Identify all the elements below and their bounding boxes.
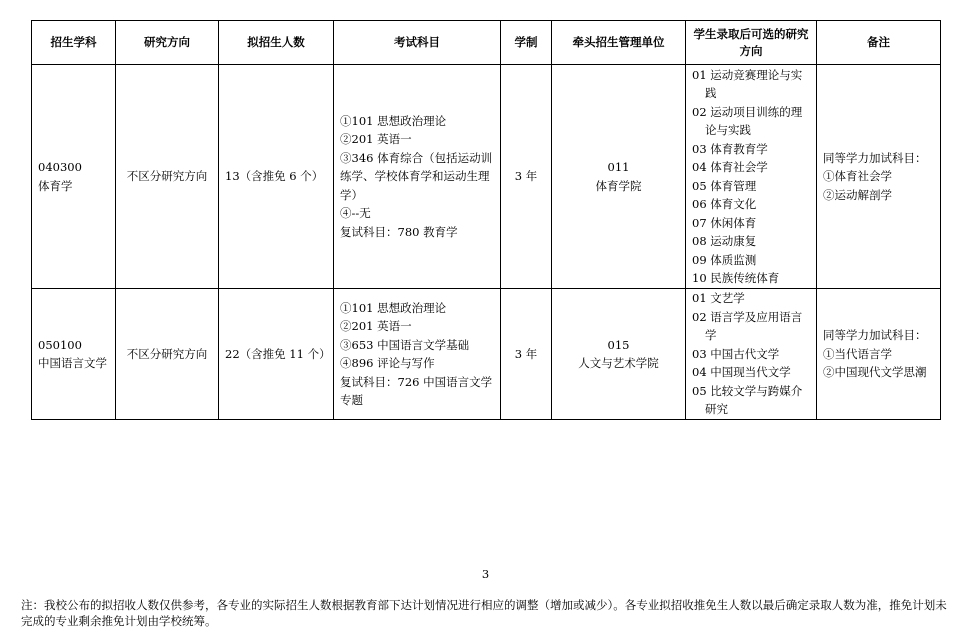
direction-item: 04 体育社会学 — [692, 160, 768, 174]
discipline-cell — [32, 65, 116, 289]
duration-cell: 3 年 — [501, 65, 552, 289]
notes-item: ①体育社会学 — [823, 169, 892, 184]
exam-item: ③346 体育综合（包括运动训练学、学校体育学和运动生理学） — [340, 150, 493, 202]
direction-cell: 不区分研究方向 — [116, 289, 219, 420]
direction-item: 10 民族传统体育 — [692, 271, 780, 285]
notes-heading: 同等学力加试科目： — [823, 150, 927, 165]
direction-item: 04 中国现当代文学 — [692, 365, 791, 380]
notes-item: ②中国现代文学思潮 — [823, 365, 927, 380]
direction-item: 09 体质监测 — [692, 252, 757, 267]
page-number: 3 — [481, 567, 490, 581]
discipline-code: 050100 — [38, 337, 82, 352]
direction-item: 08 运动康复 — [692, 234, 757, 248]
unit-code: 015 — [607, 337, 630, 352]
direction-item: 03 中国古代文学 — [692, 346, 780, 361]
unit-code: 011 — [607, 160, 630, 174]
direction-item: 03 体育教育学 — [692, 141, 768, 156]
table-row — [32, 65, 941, 289]
header-cell-exams: 考试科目 — [334, 21, 501, 65]
direction-item: 05 比较文学与跨媒介研究 — [692, 383, 803, 417]
direction-cell: 不区分研究方向 — [116, 65, 219, 289]
admissions-table — [31, 20, 941, 420]
notes-item: ②运动解剖学 — [823, 187, 892, 202]
discipline-cell — [32, 289, 116, 420]
header-cell-notes: 备注 — [817, 21, 941, 65]
exam-item: ②201 英语一 — [340, 132, 412, 147]
header-row — [32, 21, 941, 65]
discipline-name: 体育学 — [38, 178, 73, 193]
selectable-directions-cell — [686, 65, 817, 289]
direction-item: 07 休闲体育 — [692, 215, 757, 230]
discipline-name: 中国语言文学 — [38, 356, 107, 370]
direction-item: 05 体育管理 — [692, 178, 757, 193]
exam-item: ③653 中国语言文学基础 — [340, 337, 470, 352]
header-cell-selectable-directions: 学生录取后可选的研究方向 — [686, 21, 817, 65]
retest-item: 复试科目：726 中国语言文学专题 — [340, 374, 493, 407]
header-cell-unit: 牵头招生管理单位 — [552, 21, 686, 65]
direction-item: 02 语言学及应用语言学 — [692, 309, 803, 343]
unit-cell — [552, 289, 686, 420]
direction-item: 01 文艺学 — [692, 291, 745, 306]
header-cell-quota: 拟招生人数 — [219, 21, 334, 65]
notes-item: ①当代语言学 — [823, 346, 892, 361]
exam-item: ①101 思想政治理论 — [340, 113, 447, 128]
unit-cell — [552, 65, 686, 289]
unit-name: 体育学院 — [595, 178, 642, 193]
exams-cell — [334, 289, 501, 420]
header-cell-direction: 研究方向 — [116, 21, 219, 65]
notes-heading: 同等学力加试科目： — [823, 328, 927, 343]
selectable-directions-cell — [686, 289, 817, 420]
header-cell-duration: 学制 — [501, 21, 552, 65]
exam-item: ④896 评论与写作 — [340, 356, 435, 370]
direction-item: 06 体育文化 — [692, 197, 757, 211]
retest-item: 复试科目：780 教育学 — [340, 224, 458, 239]
direction-item: 01 运动竞赛理论与实践 — [692, 67, 803, 100]
exams-cell — [334, 65, 501, 289]
direction-item: 02 运动项目训练的理论与实践 — [692, 104, 803, 137]
quota-cell: 22（含推免 11 个） — [219, 289, 334, 420]
notes-cell — [817, 65, 941, 289]
discipline-code: 040300 — [38, 160, 82, 174]
table-row — [32, 289, 941, 420]
header-cell-discipline: 招生学科 — [32, 21, 116, 65]
exam-item: ④--无 — [340, 206, 371, 221]
footnote: 注：我校公布的拟招收人数仅供参考，各专业的实际招生人数根据教育部下达计划情况进行相应的调整（增加或减少）。各专业拟招收推免生人数以最后确定录取人数为准，推免计划未完成的专业剩余推免计划由学校统筹。 — [21, 598, 947, 628]
unit-name: 人文与艺术学院 — [578, 356, 659, 370]
quota-cell: 13（含推免 6 个） — [219, 65, 334, 289]
exam-item: ②201 英语一 — [340, 319, 412, 333]
exam-item: ①101 思想政治理论 — [340, 300, 447, 315]
notes-cell — [817, 289, 941, 420]
duration-cell: 3 年 — [501, 289, 552, 420]
